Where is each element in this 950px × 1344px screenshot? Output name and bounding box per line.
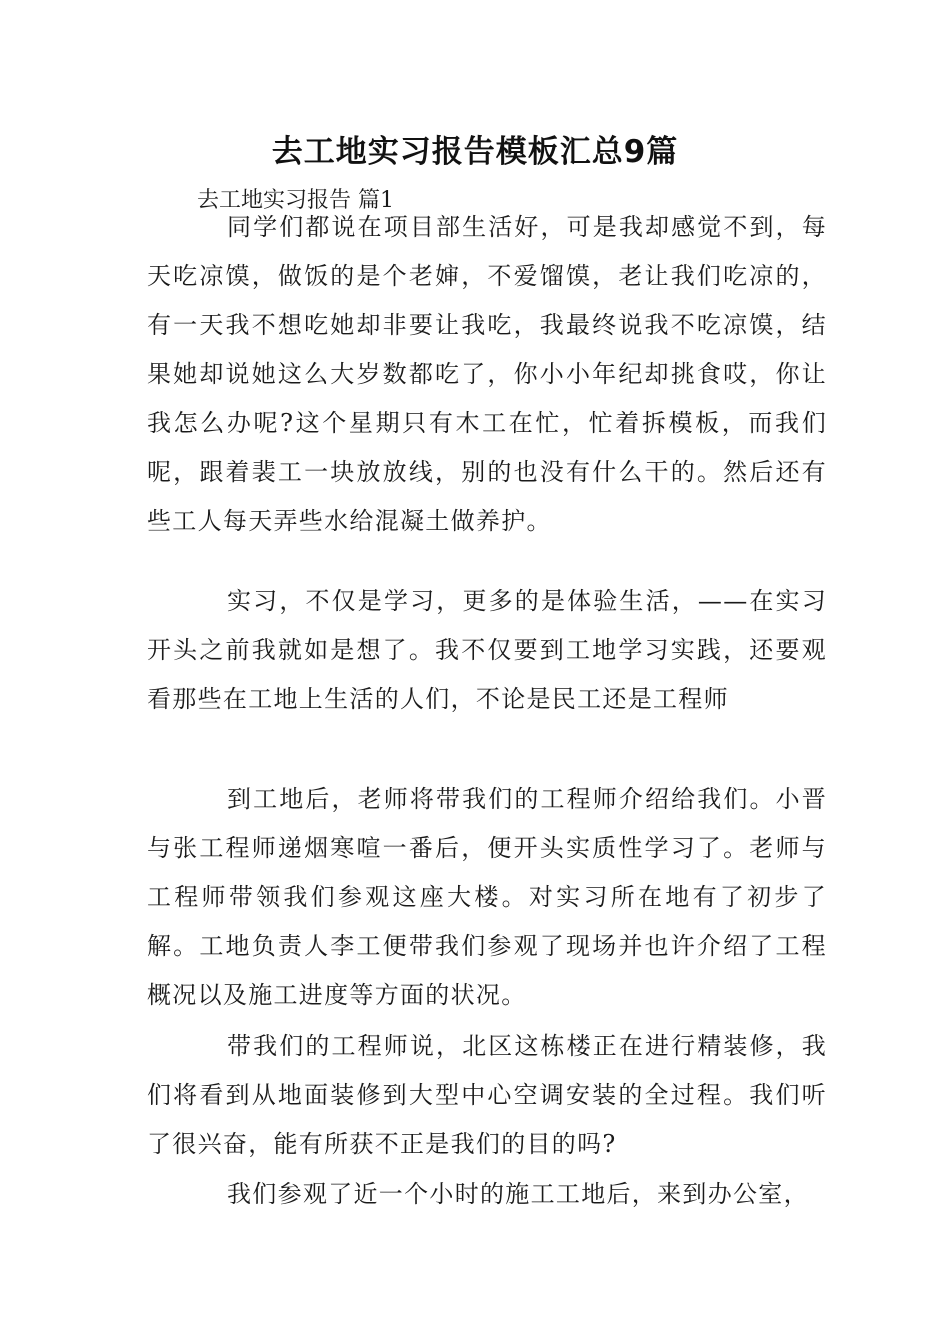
paragraph: 我们参观了近一个小时的施工工地后，来到办公室， bbox=[227, 1180, 809, 1208]
paragraph: 到工地后，老师将带我们的工程师介绍给我们。小晋与张工程师递烟寒喧一番后，便开头实质性学习了。老师与工程师带领我们参观这座大楼。对实习所在地有了初步了解。工地负责人李工便带我们参观了现场并也许介绍了工程概况以及施工进度等方面的状况。 bbox=[147, 785, 827, 1009]
paragraph: 带我们的工程师说，北区这栋楼正在进行精装修，我们将看到从地面装修到大型中心空调安装的全过程。我们听了很兴奋，能有所获不正是我们的目的吗? bbox=[147, 1032, 827, 1158]
paragraph: 同学们都说在项目部生活好，可是我却感觉不到，每天吃凉馍，做饭的是个老婶，不爱馏馍，老让我们吃凉的，有一天我不想吃她却非要让我吃，我最终说我不吃凉馍，结果她却说她这么大岁数都吃了，你小小年纪却挑食哎，你让我怎么办呢?这个星期只有木工在忙，忙着拆模板，而我们呢，跟着裴工一块放放线，别的也没有什么干的。然后还有些工人每天弄些水给混凝土做养护。 bbox=[147, 213, 827, 535]
document-title: 去工地实习报告模板汇总9篇 bbox=[271, 134, 679, 170]
section-heading: 去工地实习报告 篇1 bbox=[197, 188, 394, 213]
paragraph: 实习，不仅是学习，更多的是体验生活，——在实习开头之前我就如是想了。我不仅要到工地学习实践，还要观看那些在工地上生活的人们，不论是民工还是工程师 bbox=[147, 587, 827, 713]
